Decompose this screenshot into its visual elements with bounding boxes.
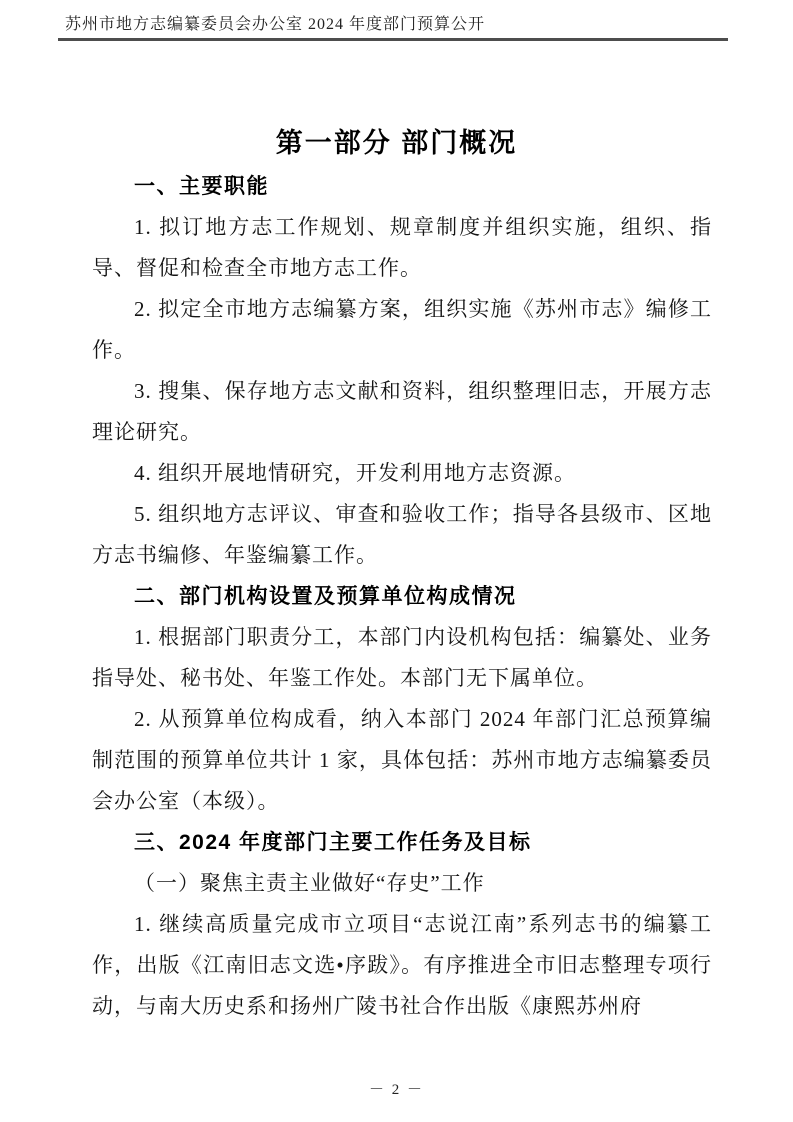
body-paragraph: 1. 拟订地方志工作规划、规章制度并组织实施，组织、指导、督促和检查全市地方志工作。: [92, 215, 712, 280]
section-heading-1: 一、主要职能: [134, 175, 269, 198]
body-paragraph: 3. 搜集、保存地方志文献和资料，组织整理旧志，开展方志理论研究。: [92, 379, 712, 444]
body-paragraph: 5. 组织地方志评议、审查和验收工作；指导各县级市、区地方志书编修、年鉴编纂工作。: [92, 502, 712, 567]
body-paragraph: 1. 根据部门职责分工，本部门内设机构包括：编纂处、业务指导处、秘书处、年鉴工作处。本部门无下属单位。: [92, 625, 712, 690]
section-heading-3: 三、2024 年度部门主要工作任务及目标: [134, 831, 532, 854]
running-header: 苏州市地方志编纂委员会办公室 2024 年度部门预算公开: [65, 16, 486, 33]
document-title: 第一部分 部门概况: [275, 128, 518, 158]
document-body: [92, 166, 712, 1027]
page-number: － 2 －: [368, 1082, 424, 1098]
body-paragraph: 1. 继续高质量完成市立项目“志说江南”系列志书的编纂工作，出版《江南旧志文选•序跋》。有序推进全市旧志整理专项行动，与南大历史系和扬州广陵书社合作出版《康熙苏州府: [92, 912, 712, 1018]
sub-section-heading: （一）聚焦主责主业做好“存史”工作: [134, 871, 485, 895]
header-rule: [58, 38, 728, 41]
section-heading-2: 二、部门机构设置及预算单位构成情况: [134, 585, 517, 608]
body-paragraph: 2. 从预算单位构成看，纳入本部门 2024 年部门汇总预算编制范围的预算单位共计 1 家，具体包括：苏州市地方志编纂委员会办公室（本级）。: [92, 707, 712, 813]
body-paragraph: 4. 组织开展地情研究，开发利用地方志资源。: [134, 461, 576, 485]
body-paragraph: 2. 拟定全市地方志编纂方案，组织实施《苏州市志》编修工作。: [92, 297, 712, 362]
